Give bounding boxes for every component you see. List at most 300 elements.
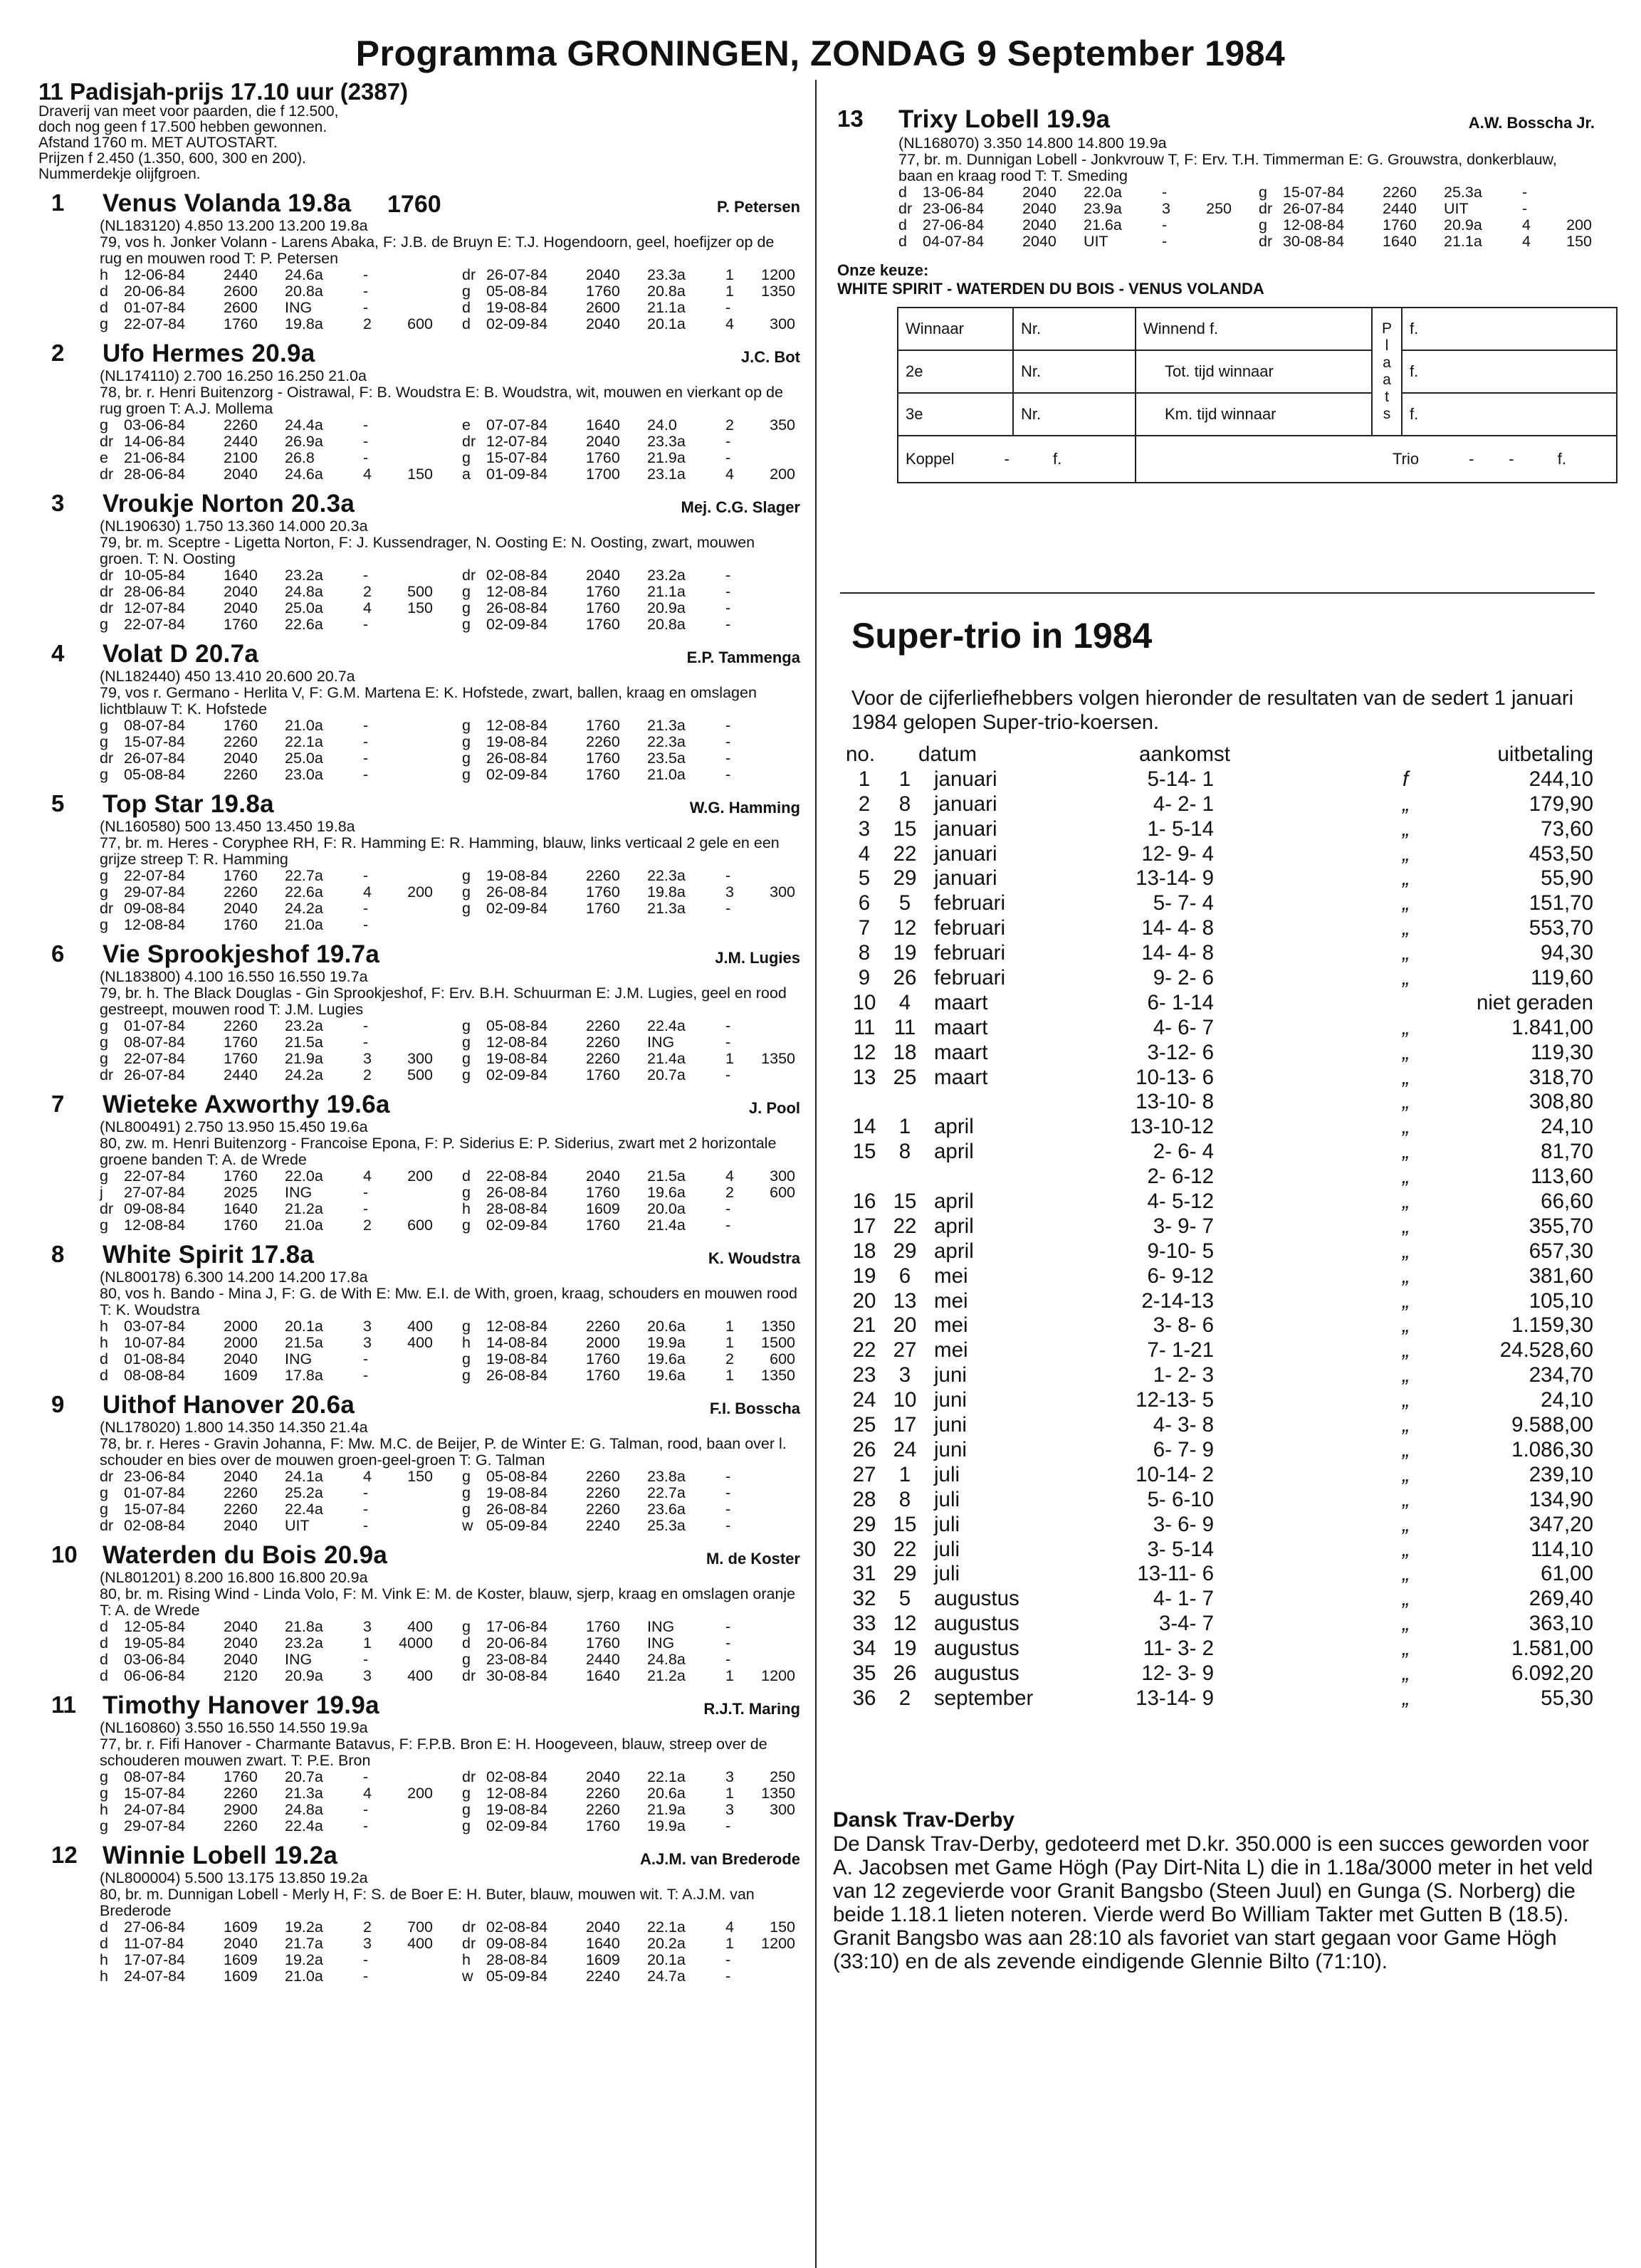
supertrio-row (846, 792, 1593, 817)
race-result-cell: 2260 (224, 1484, 258, 1501)
race-result-cell: g (462, 599, 471, 616)
race-result-cell: h (100, 1951, 108, 1968)
race-result-cell: 200 (770, 466, 795, 483)
trio-payout (1281, 1363, 1593, 1388)
race-result-cell: 200 (407, 883, 433, 901)
race-result-cell: a (462, 466, 471, 483)
race-result-row (462, 600, 800, 616)
trio-month: maart (934, 990, 988, 1014)
race-result-cell: 26-07-84 (486, 266, 548, 283)
trio-result: 3- 6- 9 (1153, 1512, 1214, 1536)
race-result-cell: 400 (407, 1318, 433, 1335)
race-result-row (100, 1936, 438, 1952)
race-result-cell: 2900 (224, 1801, 258, 1818)
race-result-row (462, 316, 800, 332)
race-result-cell: 1350 (761, 1785, 795, 1802)
trio-result: 13-11- 6 (1137, 1562, 1214, 1586)
trio-amount: 113,60 (1530, 1165, 1593, 1189)
race-result-cell: dr (100, 900, 114, 917)
supertrio-row (846, 866, 1593, 891)
trio-month: januari (934, 866, 997, 891)
race-result-cell: 21.1a (647, 583, 686, 600)
race-result-cell: 02-09-84 (486, 1817, 548, 1834)
race-result-row (100, 1518, 438, 1534)
trio-day: 1 (898, 767, 911, 791)
race-result-cell: 21.1a (1444, 233, 1482, 250)
horse-trainer: E.P. Tammenga (686, 649, 800, 666)
race-result-row (100, 1201, 438, 1217)
supertrio-row (846, 1066, 1593, 1091)
race-result-cell: 23.3a (647, 433, 686, 450)
trio-result: 10-13- 6 (1136, 1065, 1214, 1089)
race-result-cell: 19.8a (647, 883, 686, 901)
race-result-cell: 26-08-84 (486, 1367, 548, 1384)
race-result-cell: - (725, 1634, 731, 1652)
race-result-cell: - (363, 1501, 369, 1518)
trio-amount: 657,30 (1529, 1239, 1593, 1263)
trio-payout (1281, 1214, 1593, 1239)
race-result-row (462, 1351, 800, 1367)
race-result-cell: - (363, 1367, 369, 1384)
race-result-cell: 24.6a (285, 466, 323, 483)
trio-date (883, 1115, 1068, 1140)
race-result-cell: 22-07-84 (124, 1167, 186, 1185)
race-result-cell: 22.4a (285, 1817, 323, 1834)
race-result-row (462, 884, 800, 901)
race-result-cell: 17-06-84 (486, 1618, 548, 1635)
keuze-section (837, 261, 1595, 298)
race-result-cell: 27-07-84 (124, 1184, 186, 1201)
race-result-cell: 15-07-84 (124, 733, 186, 750)
race-result-cell: j (100, 1184, 103, 1201)
race-result-cell: - (725, 1066, 731, 1083)
race-result-cell: 12-08-84 (486, 717, 548, 734)
trio-day: 22 (893, 1214, 917, 1238)
trio-payout (1281, 767, 1593, 792)
race-result-cell: 150 (407, 1468, 433, 1485)
race-result-cell: 1609 (586, 1951, 620, 1968)
supertrio-row (846, 1562, 1593, 1587)
trio-no: 10 (852, 990, 876, 1014)
race-result-cell: 4 (363, 883, 372, 901)
race-result-cell: 2000 (586, 1334, 620, 1351)
race-result-cell: 22.7a (285, 867, 323, 884)
supertrio-row (846, 1538, 1593, 1563)
race-result-cell: 22-07-84 (124, 315, 186, 332)
race-result-cell (387, 1485, 433, 1501)
race-result-cell: 200 (407, 1785, 433, 1802)
race-result-cell: 2040 (224, 900, 258, 917)
race-result-cell: 1760 (586, 449, 620, 466)
trio-date (883, 1637, 1068, 1661)
horse-entry (38, 490, 800, 633)
race-result-cell (1186, 184, 1232, 201)
race-result-cell: 19.2a (285, 1918, 323, 1936)
trio-currency: „ (1403, 1214, 1410, 1238)
race-result-cell: 22.4a (285, 1501, 323, 1518)
trio-month: juni (934, 1363, 967, 1387)
trio-day: 5 (898, 1587, 911, 1611)
race-result-row (100, 466, 438, 483)
race-result-cell: 1640 (586, 416, 620, 434)
horse-entry (38, 1541, 800, 1684)
trio-day: 19 (893, 941, 917, 965)
race-result-cell: 10-05-84 (124, 567, 186, 584)
trio-payout (1281, 1612, 1593, 1637)
race-result-cell: 24-07-84 (124, 1801, 186, 1818)
race-result-row (462, 1818, 800, 1834)
trio-day: 22 (893, 1537, 917, 1561)
trio-currency: „ (1403, 1487, 1410, 1511)
race-result-cell: 19-08-84 (486, 299, 548, 316)
race-result-cell: - (1162, 184, 1168, 201)
trio-payout (1281, 1264, 1593, 1289)
race-result-cell: 28-06-84 (124, 583, 186, 600)
trio-date (883, 1661, 1068, 1686)
trio-no: 15 (852, 1140, 876, 1164)
race-result-cell: ING (647, 1634, 675, 1652)
race-result-cell: - (363, 867, 369, 884)
race-result-row (100, 584, 438, 600)
race-result-row (100, 1802, 438, 1818)
race-result-cell: g (100, 717, 108, 734)
trio-payout (1281, 1488, 1593, 1513)
race-result-cell: 3 (725, 1768, 734, 1785)
race-result-cell: 2040 (224, 750, 258, 767)
race-result-cell: 04-07-84 (923, 233, 985, 250)
supertrio-row (846, 1338, 1593, 1363)
race-result-cell: 1609 (224, 1968, 258, 1985)
trio-no: 11 (853, 1015, 876, 1039)
race-result-cell: g (462, 1785, 471, 1802)
supertrio-row (846, 1463, 1593, 1488)
race-result-cell: 1760 (224, 1034, 258, 1051)
race-result-cell: g (1259, 184, 1267, 201)
horse-registration: (NL178020) 1.800 14.350 14.350 21.4a (100, 1419, 368, 1436)
race-result-cell: 300 (407, 1050, 433, 1067)
race-result-cell: g (462, 1651, 471, 1668)
race-result-cell: - (363, 1951, 369, 1968)
race-result-cell: 2 (363, 1066, 372, 1083)
race-result-cell (387, 300, 433, 316)
horse-body (100, 819, 800, 933)
race-result-row (100, 917, 438, 933)
race-result-cell: 26-08-84 (486, 1501, 548, 1518)
trio-month: augustus (934, 1612, 1019, 1636)
race-result-cell: 1760 (586, 1817, 620, 1834)
trio-month: februari (934, 966, 1006, 990)
race-result-cell: 23.6a (647, 1501, 686, 1518)
trio-no: 2 (858, 792, 871, 816)
trio-no: 31 (852, 1562, 876, 1586)
race-result-cell: g (100, 616, 108, 633)
race-result-row (462, 1936, 800, 1952)
race-result-cell: g (462, 717, 471, 734)
race-result-cell: 05-08-84 (486, 1468, 548, 1485)
trio-payout (1281, 1165, 1593, 1190)
trio-amount: 119,30 (1530, 1040, 1593, 1064)
race-result-cell: dr (462, 1667, 476, 1684)
race-result-cell: 21.0a (285, 717, 323, 734)
race-result-cell: 21.2a (647, 1667, 686, 1684)
horse-header (38, 940, 800, 969)
race-result-row (462, 1168, 800, 1185)
race-result-cell: - (363, 766, 369, 783)
race-result-cell: - (363, 433, 369, 450)
race-result-cell (387, 1351, 433, 1367)
race-result-row (100, 734, 438, 750)
supertrio-intro: Voor de cijferliefhebbers volgen hieronder de resultaten van de sedert 1 januari 1984 gelopen Super-trio-koersen. (851, 687, 1574, 734)
race-result-cell: 1609 (224, 1367, 258, 1384)
race-result-cell: g (462, 616, 471, 633)
trio-day: 17 (893, 1413, 917, 1437)
trio-payout (1281, 1115, 1593, 1140)
race-result-cell: d (462, 299, 471, 316)
race-result-cell (750, 567, 795, 584)
race-result-cell: g (462, 1350, 471, 1367)
race-result-cell: 20-06-84 (486, 1634, 548, 1652)
race-result-cell: ING (647, 1618, 675, 1635)
trio-date (883, 767, 1068, 792)
trio-date (883, 817, 1068, 842)
race-result-cell: - (363, 717, 369, 734)
trio-currency: „ (1403, 1140, 1410, 1164)
supertrio-row (846, 1239, 1593, 1264)
trio-month: mei (934, 1264, 968, 1288)
horse-trainer: R.J.T. Maring (703, 1700, 800, 1718)
race-result-row (100, 718, 438, 734)
race-result-cell: 1760 (1383, 216, 1417, 233)
race-result-cell: dr (100, 567, 114, 584)
race-result-row (100, 616, 438, 633)
race-result-cell (750, 734, 795, 750)
horse-runs (100, 1619, 800, 1684)
trio-day: 27 (893, 1338, 917, 1363)
horse-number: 7 (51, 1091, 65, 1117)
race-result-row (100, 283, 438, 300)
race-result-cell: - (363, 916, 369, 933)
race-result-cell: 20.6a (647, 1318, 686, 1335)
race-result-cell: g (462, 1501, 471, 1518)
race-result-cell: 2440 (586, 1651, 620, 1668)
horse-entry (38, 1691, 800, 1834)
trio-no (846, 1165, 883, 1190)
trio-day: 20 (893, 1313, 917, 1338)
race-result-row (100, 600, 438, 616)
race-result-cell: g (462, 1017, 471, 1034)
race-result-cell: 2260 (224, 1501, 258, 1518)
race-result-cell: 22.1a (285, 733, 323, 750)
race-result-cell: 500 (407, 1066, 433, 1083)
supertrio-row (846, 916, 1593, 941)
race-result-cell: 01-09-84 (486, 466, 548, 483)
race-result-cell: 2260 (586, 1484, 620, 1501)
horse-header (38, 340, 800, 368)
race-result-cell: 1 (725, 283, 734, 300)
dansk-title: Dansk Trav-Derby (833, 1808, 1015, 1832)
horse-runs (100, 718, 800, 783)
horse-runs (100, 868, 800, 933)
race-result-cell: 2040 (224, 466, 258, 483)
race-result-row (1259, 233, 1595, 250)
trio-amount: 1.841,00 (1511, 1015, 1593, 1039)
trio-currency: „ (1403, 1190, 1410, 1214)
horse-body (100, 969, 800, 1083)
race-result-cell: 21.1a (647, 299, 686, 316)
horse-name: Top Star 19.8a (103, 790, 274, 818)
trio-month: mei (934, 1288, 968, 1313)
race-result-cell: 1 (725, 1935, 734, 1952)
race-result-cell: 3 (363, 1667, 372, 1684)
race-result-cell: 21.7a (285, 1935, 323, 1952)
trio-month: februari (934, 941, 1006, 965)
supertrio-row (846, 1388, 1593, 1413)
trio-month: januari (934, 817, 997, 841)
race-result-cell: dr (100, 750, 114, 767)
trio-no: 36 (852, 1686, 876, 1710)
race-result-cell: - (1162, 233, 1168, 250)
race-result-cell: 26-08-84 (486, 599, 548, 616)
race-result-cell: 3 (1162, 200, 1170, 217)
race-result-cell: 300 (770, 315, 795, 332)
race-result-cell: d (100, 283, 108, 300)
race-result-cell: 25.0a (285, 599, 323, 616)
race-result-cell: d (100, 1618, 108, 1635)
trio-month: juli (934, 1462, 960, 1486)
race-result-cell (750, 1485, 795, 1501)
race-result-cell: 2440 (224, 1066, 258, 1083)
supertrio-row (846, 891, 1593, 916)
trio-no: 25 (852, 1413, 876, 1437)
race-result-row (100, 1668, 438, 1684)
race-result-cell: 26.9a (285, 433, 323, 450)
race-result-cell: g (1259, 216, 1267, 233)
race-result-cell: - (1522, 200, 1528, 217)
race-result-cell: 02-08-84 (486, 1768, 548, 1785)
race-result-cell: 05-09-84 (486, 1517, 548, 1534)
race-result-cell: g (100, 416, 108, 434)
race-result-cell: - (725, 867, 731, 884)
trio-amount: 244,10 (1529, 767, 1593, 791)
race-result-cell: - (363, 449, 369, 466)
race-result-cell: 15-07-84 (486, 449, 548, 466)
race-result-cell: 21-06-84 (124, 449, 186, 466)
trio-day: 2 (898, 1686, 911, 1710)
race-result-cell: 1760 (224, 717, 258, 734)
trio-payout (1281, 1140, 1593, 1165)
supertrio-row (846, 842, 1593, 867)
trio-date (883, 1413, 1068, 1438)
race-result-cell: 02-09-84 (486, 900, 548, 917)
supertrio-row (846, 1313, 1593, 1338)
race-result-cell: 23-08-84 (486, 1651, 548, 1668)
race-result-cell (750, 1217, 795, 1234)
race-result-cell: 21.5a (285, 1334, 323, 1351)
race-result-cell: 4 (725, 1167, 734, 1185)
race-result-cell: ING (285, 299, 313, 316)
trio-month: juli (934, 1537, 960, 1561)
trio-month: maart (934, 1015, 988, 1039)
trio-amount: 363,10 (1529, 1612, 1593, 1636)
race-result-cell: 1760 (586, 1367, 620, 1384)
trio-payout (1281, 916, 1593, 941)
trio-date (883, 1538, 1068, 1563)
race-result-cell: - (725, 1484, 731, 1501)
trio-result: 4- 2- 1 (1153, 792, 1214, 816)
trio-month: januari (934, 767, 997, 791)
race-result-cell: 3 (725, 1801, 734, 1818)
trio-payout (1281, 891, 1593, 916)
race-result-cell: dr (462, 1768, 476, 1785)
race-result-cell: - (725, 1200, 731, 1217)
race-result-cell: UIT (285, 1517, 310, 1534)
race-result-cell: ING (285, 1651, 313, 1668)
race-result-cell: 200 (1566, 216, 1592, 233)
race-result-cell: g (100, 867, 108, 884)
trio-no: 16 (852, 1190, 876, 1214)
race-result-row (462, 1469, 800, 1485)
race-result-cell: g (462, 766, 471, 783)
race-result-cell: 07-07-84 (486, 416, 548, 434)
race-result-cell: 1760 (586, 750, 620, 767)
supertrio-row (846, 1016, 1593, 1041)
supertrio-row (846, 1115, 1593, 1140)
race-result-cell: 24.6a (285, 266, 323, 283)
race-result-cell: - (725, 750, 731, 767)
horse-trainer: A.W. Bosscha Jr. (1468, 114, 1595, 132)
trio-date (883, 1214, 1068, 1239)
race-result-cell: - (725, 1034, 731, 1051)
race-result-cell: g (462, 1618, 471, 1635)
race-result-cell: 20.9a (285, 1667, 323, 1684)
race-result-cell: d (100, 1667, 108, 1684)
race-result-cell: 2260 (586, 1468, 620, 1485)
trio-month: juni (934, 1437, 967, 1461)
race-result-cell (387, 1652, 433, 1668)
trio-no: 28 (852, 1487, 876, 1511)
race-info (38, 104, 800, 182)
race-result-cell: 20.8a (285, 283, 323, 300)
horse-trainer: A.J.M. van Brederode (640, 1850, 800, 1868)
race-result-cell: 21.0a (285, 1968, 323, 1985)
supertrio-row (846, 1041, 1593, 1066)
race-result-cell: 2 (725, 416, 734, 434)
race-result-cell (387, 1968, 433, 1985)
race-result-cell: 21.6a (1084, 216, 1122, 233)
race-result-cell: - (725, 299, 731, 316)
race-result-row (100, 1367, 438, 1384)
race-result-row (100, 1318, 438, 1335)
race-result-cell: 1 (725, 266, 734, 283)
trio-month: augustus (934, 1587, 1019, 1611)
supertrio-title: Super-trio in 1984 (851, 616, 1153, 656)
race-result-cell (387, 616, 433, 633)
race-result-cell (387, 267, 433, 283)
bet-f: f. (1402, 393, 1617, 436)
horse-header (38, 640, 800, 668)
trio-currency: „ (1403, 1115, 1410, 1139)
race-result-cell: 2260 (586, 1785, 620, 1802)
trio-currency: „ (1403, 1065, 1410, 1089)
horse-body (100, 668, 800, 783)
race-result-cell: - (725, 717, 731, 734)
race-result-cell (750, 767, 795, 783)
trio-date (883, 1363, 1068, 1388)
trio-payout (1281, 1513, 1593, 1538)
race-result-cell: 20-06-84 (124, 283, 186, 300)
horse-description: 79, br. m. Sceptre - Ligetta Norton, F: J. Kussendrager, N. Oosting E: N. Oosting, zwart, mouwen groen. T: N. Oosting (100, 534, 755, 567)
race-result-cell: - (363, 1801, 369, 1818)
